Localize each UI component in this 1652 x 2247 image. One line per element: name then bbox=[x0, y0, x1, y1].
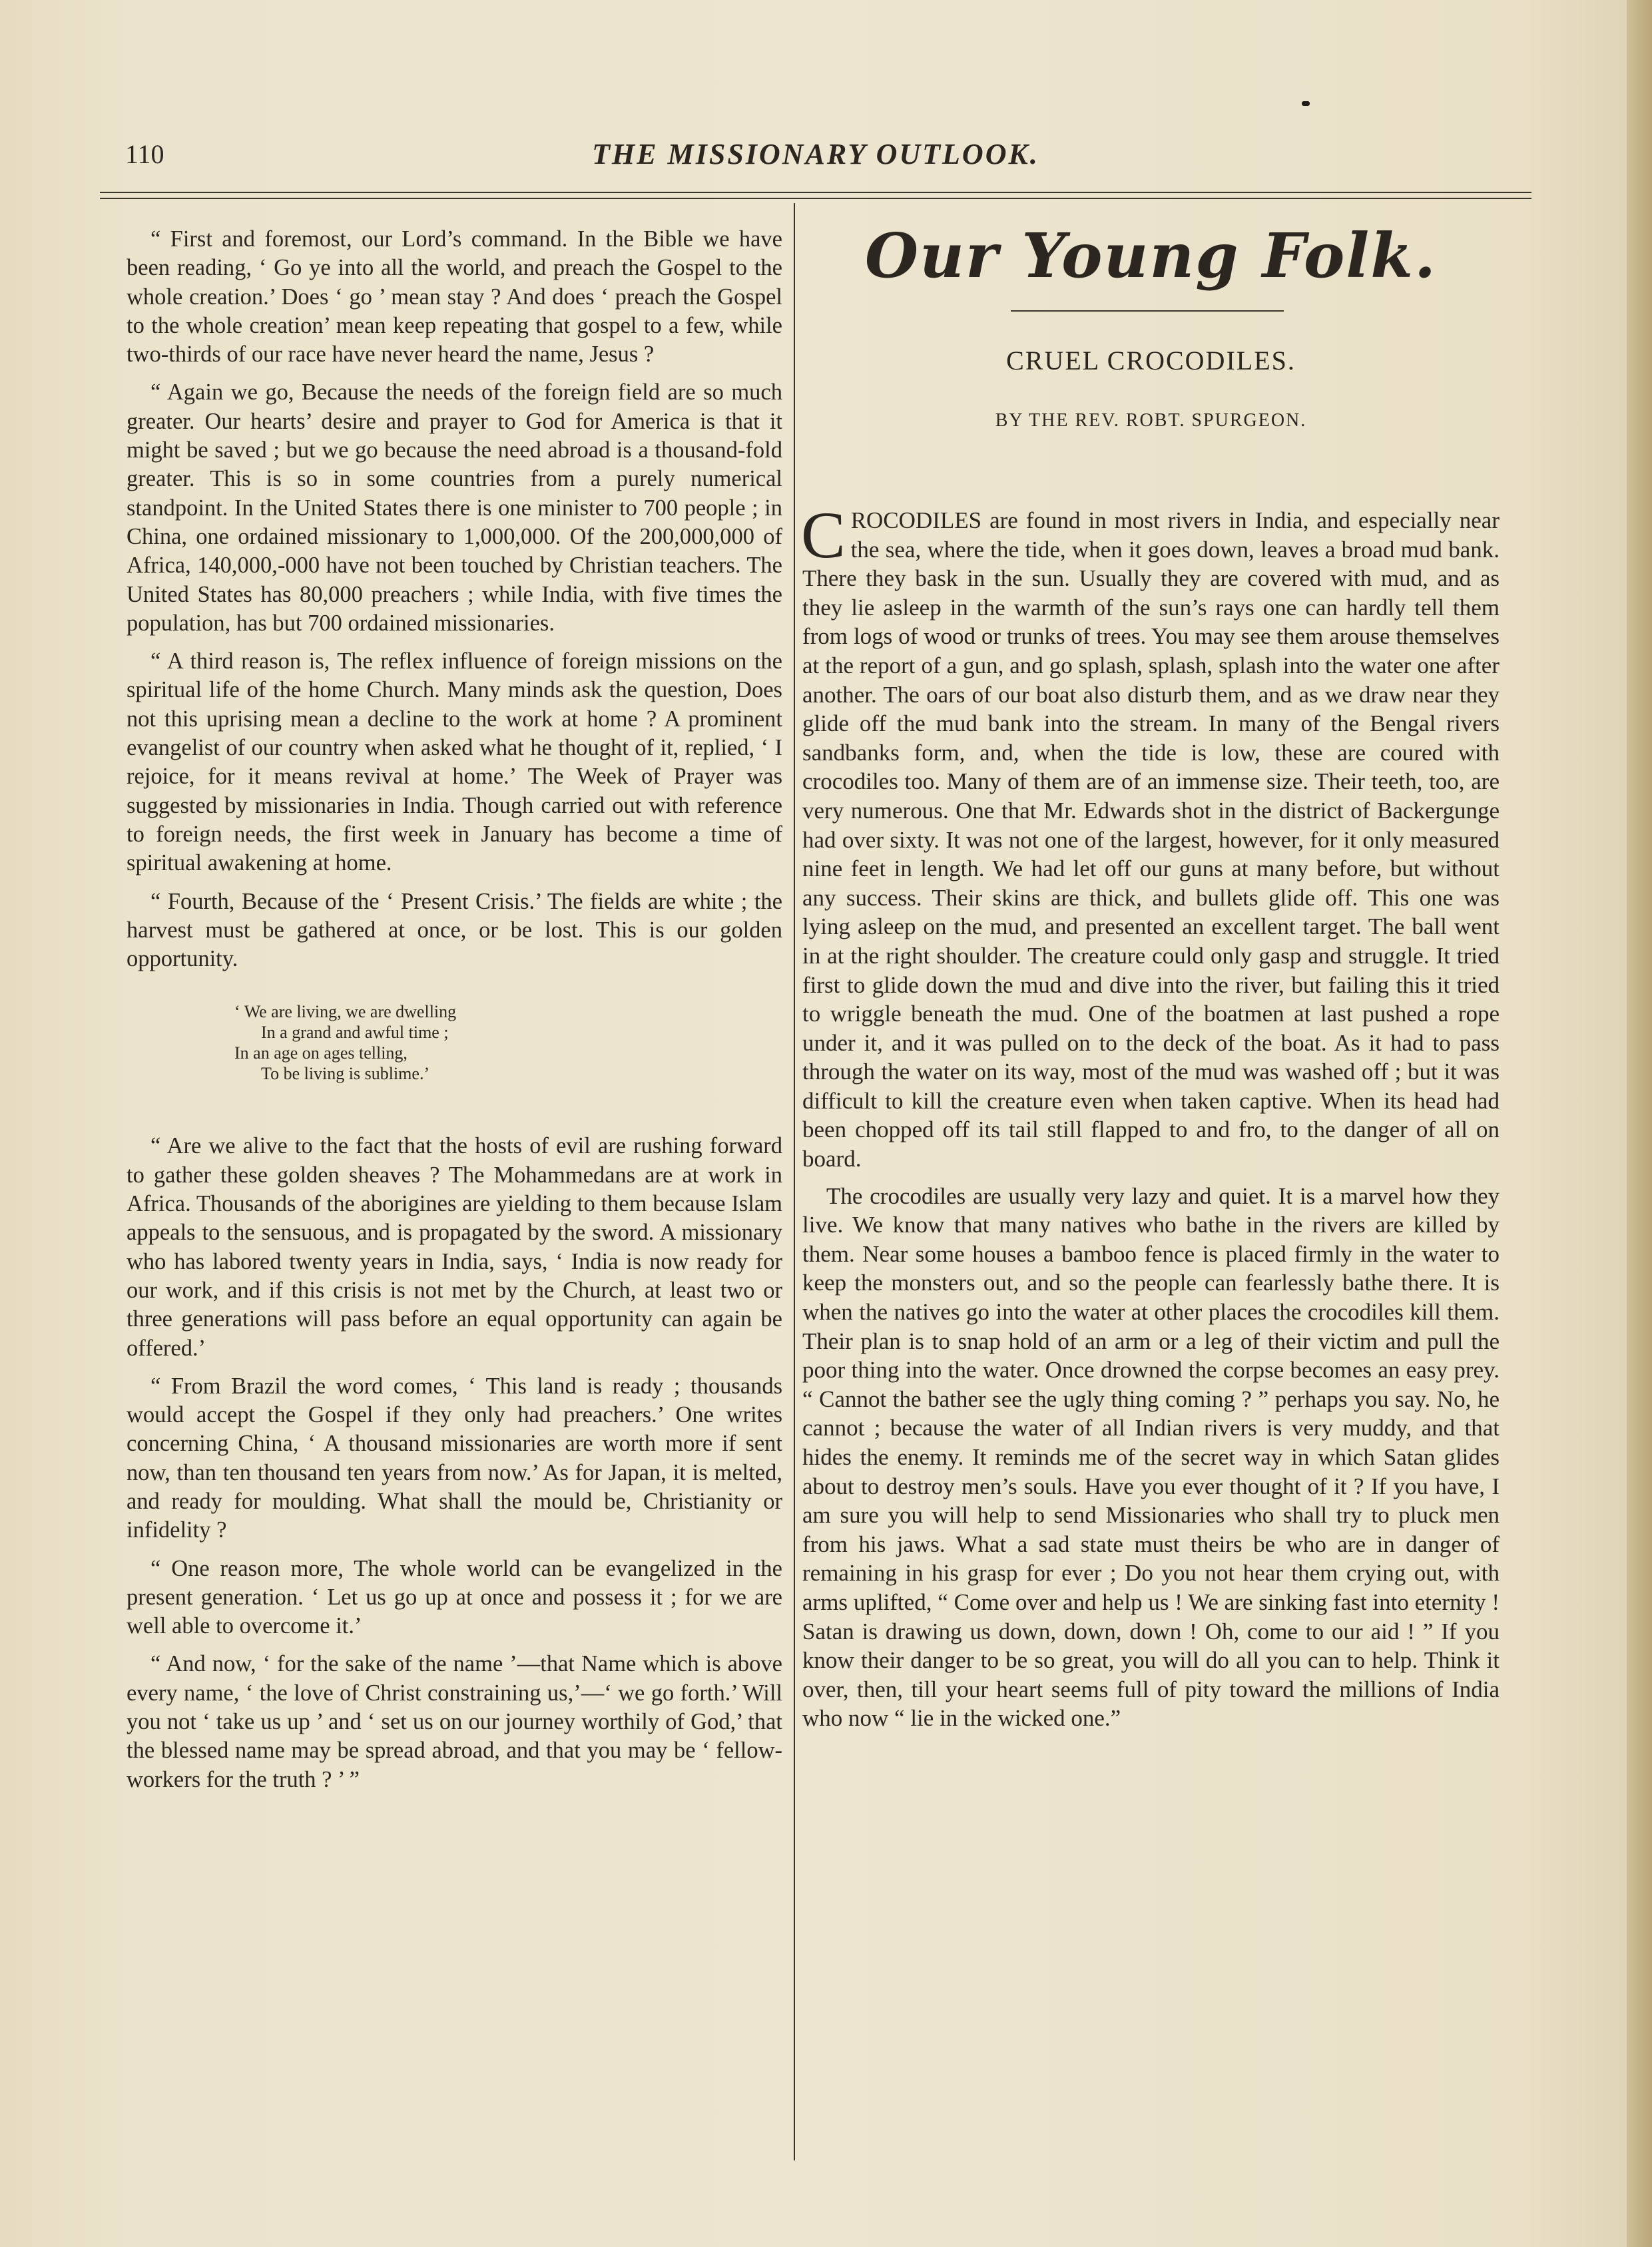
journal-title: THE MISSIONARY OUTLOOK. bbox=[592, 138, 1039, 170]
poem-line: In an age on ages telling, bbox=[234, 1043, 408, 1063]
ink-speck bbox=[1302, 101, 1310, 106]
right-column bbox=[801, 498, 1500, 1741]
paragraph: “ Again we go, Because the needs of the foreign field are so much greater. Our hearts’ desire and prayer to God for America is that it might be saved ; but we go because the need abroad is a thousand-fold greater. This is so in some countries from a purely numerical standpoint. In the United States there is one minister to 700 people ; in China, one ordained missionary to 1,000,000. Of the 200,000,000 of Africa, 140,000,-000 have not been touched by Christian teachers. The United States has 80,000 preachers ; while India, with five times the population, has but 700 ordained missionaries. bbox=[127, 379, 782, 636]
section-title: Our Young Folk. bbox=[864, 220, 1438, 292]
page-header bbox=[100, 130, 1531, 184]
page-number: 110 bbox=[125, 139, 164, 169]
paragraph: “ And now, ‘ for the sake of the name ’—that Name which is above every name, ‘ the love of Christ constraining us,’—‘ we go forth.’ Will you not ‘ take us up ’ and ‘ set us on our journey worthily of God,’ that the blessed name may be spread abroad, and that you may be ‘ fellow-workers for the truth ? ’ ” bbox=[127, 1651, 782, 1792]
paragraph-text: ROCODILES are found in most rivers in India, and especially near the sea, where the tide, when it goes down, leaves a broad mud bank. There they bask in the sun. Usually they are covered with mud, and as they lie asleep in the warmth of the sun’s rays one can hardly tell them from logs of wood or trunks of trees. You may see them arouse themselves at the report of a gun, and go splash, splash, splash into the water one after another. The oars of our boat also disturb them, and as we draw near they glide off the mud bank into the stream. In many of the Bengal rivers sandbanks form, and, when the tide is low, these are coured with crocodiles too. Many of them are of an immense size. Their teeth, too, are very numerous. One that Mr. Edwards shot in the district of Backergunge had over sixty. It was not one of the largest, however, for it only measured nine feet in length. We had let off our guns at many before, but without any success. Their skins are thick, and bullets glide off. This one was lying asleep on the mud, and presented an excellent target. The ball went in at the right shoulder. The creature could only gasp and struggle. It tried first to glide down the mud and dive into the river, but failing this it tried to wriggle beneath the mud. One of the boatmen at last pushed a rope under it, and it was pulled on to the deck of the boat. As it had to pass through the water on its way, most of the mud was washed off ; but it was difficult to kill the creature even when taken captive. When its head had been chopped off its tail still flapped to and fro, to the danger of all on board. bbox=[802, 507, 1500, 1172]
paragraph bbox=[801, 498, 1500, 1174]
paragraph: “ First and foremost, our Lord’s command. In the Bible we have been reading, ‘ Go ye into all the world, and preach the Gospel to the whole creation.’ Does ‘ go ’ mean stay ? And does ‘ preach the Gospel to the whole creation’ mean keep repeating that gospel to a few, while two-thirds of our race have never heard the name, Jesus ? bbox=[127, 226, 782, 368]
poem-line: In a grand and awful time ; bbox=[261, 1023, 449, 1043]
poem-line: ‘ We are living, we are dwelling bbox=[234, 1002, 457, 1022]
paragraph: “ A third reason is, The reflex influence of foreign missions on the spiritual life of the home Church. Many minds ask the question, Does not this uprising mean a decline to the work at home ? A prominent evangelist of our country when asked what he thought of it, replied, ‘ I rejoice, for it means revival at home.’ The Week of Prayer was suggested by missionaries in India. Though carried out with reference to foreign needs, the first week in January has become a time of spiritual awakening at home. bbox=[127, 648, 782, 876]
header-rule-bottom bbox=[100, 198, 1531, 199]
poem-quote bbox=[234, 1001, 782, 1084]
header-rule-top bbox=[100, 192, 1531, 193]
paragraph: “ From Brazil the word comes, ‘ This land is ready ; thousands would accept the Gospel if they only had preachers.’ One writes concerning China, ‘ A thousand missionaries are worth more if sent now, than ten thousand ten years from now.’ As for Japan, it is melted, and ready for moulding. What shall the mould be, Christianity or infidelity ? bbox=[127, 1373, 782, 1543]
byline: BY THE REV. ROBT. SPURGEON. bbox=[995, 410, 1307, 431]
page-edge bbox=[1627, 0, 1652, 2247]
drop-cap: C bbox=[801, 498, 846, 572]
paragraph: “ One reason more, The whole world can be evangelized in the present generation. ‘ Let us go up at once and possess it ; for we are well able to overcome it.’ bbox=[127, 1555, 782, 1639]
column-divider bbox=[794, 203, 795, 2160]
paragraph: “ Are we alive to the fact that the hosts of evil are rushing forward to gather these golden sheaves ? The Mohammedans are at work in Africa. Thousands of the aborigines are yielding to them because Islam appeals to the sensuous, and is propagated by the sword. A missionary who has labored twenty years in India, says, ‘ India is now ready for our work, and if this crisis is not met by the Church, at least two or three generations will pass before an equal opportunity can again be offered.’ bbox=[127, 1133, 782, 1361]
paragraph: “ Fourth, Because of the ‘ Present Crisis.’ The fields are white ; the harvest must be gathered at once, or be lost. This is our golden opportunity. bbox=[127, 888, 782, 972]
title-rule bbox=[1011, 310, 1284, 312]
poem-line: To be living is sublime.’ bbox=[261, 1064, 430, 1084]
left-column bbox=[127, 225, 782, 1804]
article-title: CRUEL CROCODILES. bbox=[1006, 346, 1296, 375]
paragraph: The crocodiles are usually very lazy and quiet. It is a marvel how they live. We know that many natives who bathe in the rivers are killed by them. Near some houses a bamboo fence is placed firmly in the water to keep the monsters out, and so the people can fearlessly bathe there. It is when the natives go into the water at other places the crocodiles kill them. Their plan is to snap hold of an arm or a leg of their victim and pull the poor thing into the water. Once drowned the corpse becomes an easy prey. “ Cannot the bather see the ugly thing coming ? ” perhaps you say. No, he cannot ; because the water of all Indian rivers is very muddy, and that hides the enemy. It reminds me of the secret way in which Satan glides about to destroy men’s souls. Have you ever thought of it ? If you have, I am sure you will help to send Missionaries who shall try to pluck men from his jaws. What a sad state must theirs be who are in danger of remaining in his grasp for ever ; Do you not hear them crying out, with arms uplifted, “ Come over and help us ! We are sinking fast into eternity ! Satan is drawing us down, down, down ! Oh, come to our aid ! ” If you know their danger to be so great, you will do all you can to help. Think it over, then, till your heart seems full of pity toward the millions of India who now “ lie in the wicked one.” bbox=[802, 1182, 1500, 1732]
